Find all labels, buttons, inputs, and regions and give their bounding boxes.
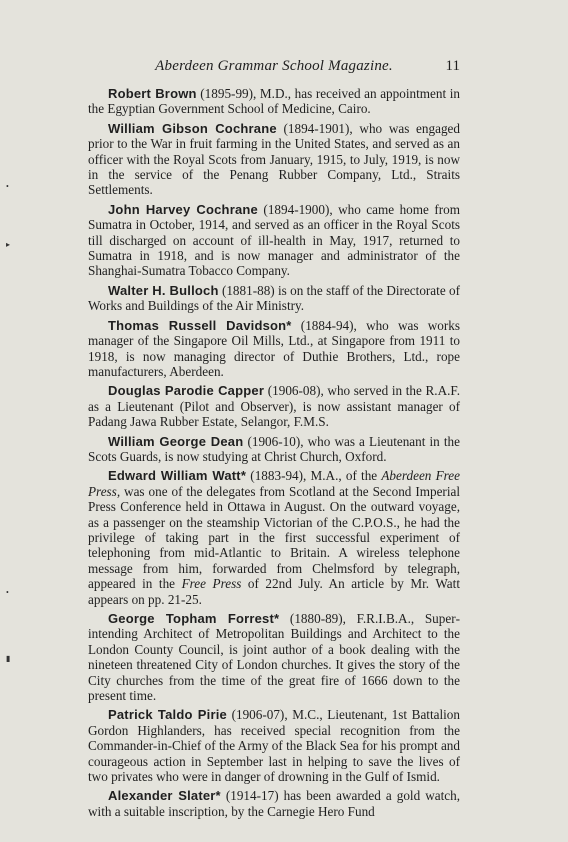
entry-thomas-russell-davidson	[88, 318, 460, 380]
entry-name: Alexander Slater*	[108, 788, 221, 804]
entry-text: (1895-99), M.D., has received an appointment in the Egyptian Government School of Medicine, Cairo.	[88, 86, 461, 117]
entry-george-topham-forrest	[88, 611, 460, 703]
article-body	[88, 86, 460, 823]
entry-patrick-taldo-pirie	[88, 707, 460, 784]
entry-text: (1906-10), who was a Lieutenant in the Scots Guards, is now studying at Christ Church, Oxford.	[88, 433, 461, 464]
entry-name: Walter H. Bulloch	[108, 282, 219, 298]
entry-robert-brown	[88, 86, 460, 117]
entry-william-gibson-cochrane	[88, 121, 460, 198]
entry-name: George Topham Forrest*	[108, 611, 280, 626]
entry-name: John Harvey Cochrane	[108, 201, 258, 217]
entry-name: Robert Brown	[108, 86, 197, 101]
entry-text: (1906-07), M.C., Lieutenant, 1st Battalion Gordon Highlanders, has received special recognition from the Commander-in-Chief of the Army of the Black Sea for his prompt and courageous action in September last in helping to save the lives of two privates who were in danger of drowning in the Gulf of Ismid.	[88, 707, 460, 785]
entry-text: (1881-88) is on the staff of the Directorate of Works and Buildings of the Air Ministry.	[88, 282, 460, 314]
entry-name: Thomas Russell Davidson*	[108, 317, 292, 333]
entry-name: Douglas Parodie Capper	[108, 383, 265, 399]
entry-text: (1906-08), who served in the R.A.F. as a Lieutenant (Pilot and Observer), is now assistant manager of Padang Jawa Rubber Estate, Selangor, F.M.S.	[88, 383, 460, 430]
entry-name: Patrick Taldo Pirie	[108, 707, 227, 723]
margin-mark: ▸	[6, 240, 11, 249]
entry-text: (1914-17) has been awarded a gold watch, with a suitable inscription, by the Carnegie Hero Fund	[88, 788, 460, 819]
entry-name: Edward William Watt*	[108, 468, 247, 484]
margin-mark: •	[6, 182, 9, 191]
entry-text: (1883-94), M.A., of the	[246, 468, 382, 484]
entry-douglas-parodie-capper	[88, 383, 460, 429]
entry-text: (1894-1900), who came home from Sumatra in October, 1914, and served as an officer in the Royal Scots till discharged on account of ill-health in May, 1917, returned to Sumatra in 1918, and is now manager and administrator of the Shanghai-Sumatra Tobacco Company.	[88, 201, 460, 279]
entry-alexander-slater	[88, 788, 460, 819]
entry-edward-william-watt	[88, 468, 460, 607]
entry-william-george-dean	[88, 434, 460, 465]
page-number: 11	[445, 58, 460, 74]
entry-john-harvey-cochrane	[88, 202, 460, 279]
margin-mark: ▮	[6, 654, 11, 663]
entry-text: was one of the delegates from Scotland at the Second Imperial Press Conference held in Ottawa in August. On the outward voyage, as a passenger on the steamship Victorian of the C.P.O.S., he had the privilege of taking part in the first successful experiment of telephoning from mid-Atlantic to Britain. A wireless telephone message from him, forwarded from Chelmsford by telegraph, appeared in the	[88, 483, 460, 592]
entry-name: William George Dean	[108, 433, 244, 449]
entry-name: William Gibson Cochrane	[108, 120, 277, 136]
entry-walter-bulloch	[88, 283, 460, 314]
entry-text: (1884-94), who was works manager of the Singapore Oil Mills, Ltd., at Singapore from 1911 to 1918, is now managing director of Duthie Brothers, Ltd., rope manufacturers, Aberdeen.	[88, 317, 460, 379]
page-header	[88, 58, 460, 78]
entry-text: (1880-89), F.R.I.B.A., Superintending Architect of Metropolitan Buildings and Architect to the London County Council, is joint author of a book dealing with the nineteen threatened City of London churches. It gives the story of the City churches from the time of the great fire of 1666 down to the present time.	[88, 611, 460, 704]
entry-text-italic: Aberdeen Free Press,	[88, 468, 460, 499]
entry-text: of 22nd July. An article by Mr. Watt appears on pp. 21-25.	[88, 576, 460, 607]
entry-text-italic: Free Press	[181, 576, 242, 592]
entry-text: (1894-1901), who was engaged prior to the War in fruit farming in the United States, and served as an officer with the Royal Scots from January, 1915, to July, 1919, is now in the service of the Penang Rubber Company, Ltd., Straits Settlements.	[88, 120, 460, 198]
running-title: Aberdeen Grammar School Magazine.	[155, 58, 393, 74]
margin-mark: •	[6, 588, 9, 597]
